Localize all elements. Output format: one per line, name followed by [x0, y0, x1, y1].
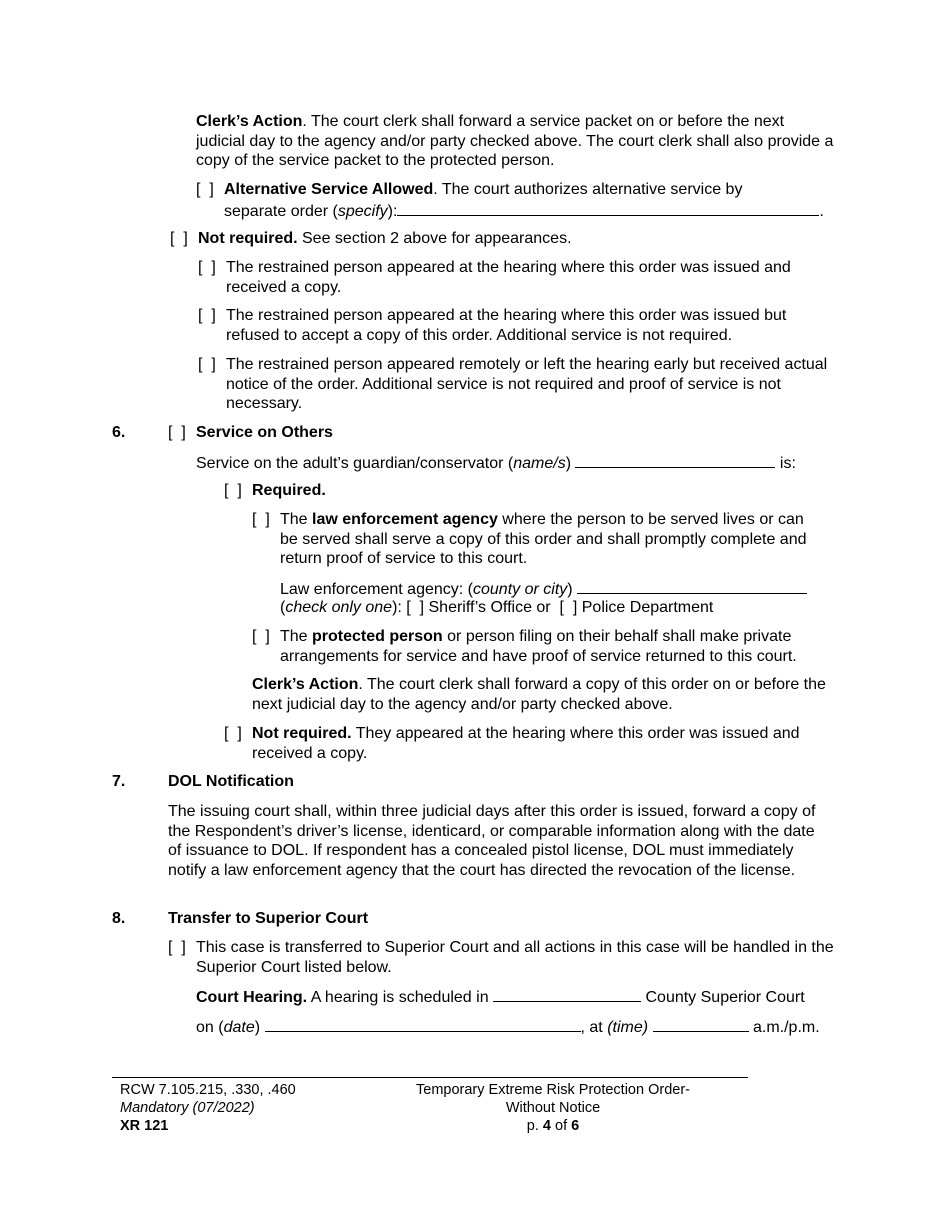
hearing-time-field[interactable]: [653, 1016, 749, 1032]
check-only-one-line: (check only one): [ ] Sheriff’s Office or [ ] Police Department: [280, 599, 714, 616]
transfer-checkbox[interactable]: [ ]: [168, 939, 186, 956]
agency-name-field[interactable]: [577, 578, 807, 594]
alt-service-label: Alternative Service Allowed: [224, 181, 434, 198]
transfer-text: This case is transferred to Superior Court and all actions in this case will be handled in the Superior Court listed below.: [196, 939, 834, 976]
court-hearing-line: Court Hearing. A hearing is scheduled in County Superior Court: [196, 986, 805, 1008]
section-8-number: 8.: [112, 910, 126, 927]
not-required-6-text: Not required. They appeared at the hearing where this order was issued and received a copy.: [252, 725, 800, 762]
footer-form-number: XR 121: [120, 1118, 169, 1134]
footer-page-number: p. 4 of 6: [526, 1118, 580, 1134]
section-7-text: The issuing court shall, within three judicial days after this order is issued, forward a copy of the Respondent’s driver’s license, identicard, or comparable information along with the date of issuance to DOL. If respondent has a concealed pistol license, DOL must immediately notify a law enforcement agency that the court has directed the revocation of the license.: [168, 803, 816, 879]
section-6-title: Service on Others: [196, 424, 333, 441]
appeared-received-checkbox[interactable]: [ ]: [198, 259, 216, 276]
section-8-title: Transfer to Superior Court: [168, 910, 369, 927]
footer-title-2: Without Notice: [505, 1100, 601, 1116]
alt-service-checkbox[interactable]: [ ]: [196, 181, 214, 198]
required-checkbox[interactable]: [ ]: [224, 482, 242, 499]
guardian-line: Service on the adult’s guardian/conservator (name/s) is:: [196, 452, 836, 474]
law-enforcement-checkbox[interactable]: [ ]: [252, 511, 270, 528]
not-required-6-checkbox[interactable]: [ ]: [224, 725, 242, 742]
appeared-refused-checkbox[interactable]: [ ]: [198, 307, 216, 324]
section-7-title: DOL Notification: [168, 773, 294, 790]
hearing-date-field[interactable]: [265, 1016, 581, 1032]
footer-rcw: RCW 7.105.215, .330, .460: [120, 1082, 296, 1098]
protected-person-text: The protected person or person filing on their behalf shall make private arrangements for service and have proof of service returned to this court.: [280, 628, 797, 665]
appeared-received-text: The restrained person appeared at the hearing where this order was issued and received a copy.: [226, 259, 791, 296]
alt-service-line1: Alternative Service Allowed. The court authorizes alternative service by: [224, 181, 743, 198]
agency-type-options[interactable]: [ ] Sheriff’s Office or [ ] Police Department: [406, 599, 714, 616]
appeared-remotely-checkbox[interactable]: [ ]: [198, 356, 216, 373]
guardian-name-field[interactable]: [575, 452, 775, 468]
law-enforcement-text: The law enforcement agency where the person to be served lives or can be served shall serve a copy of this order and shall promptly complete and return proof of service to this court.: [280, 511, 807, 567]
footer-rule: [112, 1077, 748, 1078]
footer-title-1: Temporary Extreme Risk Protection Order-: [416, 1082, 690, 1098]
footer-mandatory: Mandatory (07/2022): [120, 1100, 255, 1116]
alt-service-line2: separate order (specify): .: [224, 200, 844, 222]
appeared-refused-text: The restrained person appeared at the hearing where this order was issued but refused to accept a copy of this order. Additional service is not required.: [226, 307, 787, 344]
clerk-action-label: Clerk’s Action: [196, 113, 303, 130]
section-6-checkbox[interactable]: [ ]: [168, 424, 186, 441]
agency-line: Law enforcement agency: (county or city): [280, 578, 807, 600]
section-7-number: 7.: [112, 773, 126, 790]
appeared-remotely-text: The restrained person appeared remotely or left the hearing early but received actual notice of the order. Additional service is not required and proof of service is not necessary.: [226, 356, 828, 412]
not-required-checkbox[interactable]: [ ]: [170, 230, 188, 247]
footer-center: [380, 1081, 726, 1135]
county-field[interactable]: [493, 986, 641, 1002]
not-required-text: Not required. See section 2 above for appearances.: [198, 230, 572, 247]
footer-left: [120, 1081, 296, 1135]
section-6-number: 6.: [112, 424, 126, 441]
clerk-action-paragraph: [196, 112, 836, 171]
hearing-date-line: on (date) , at (time) a.m./p.m.: [196, 1016, 820, 1038]
protected-person-checkbox[interactable]: [ ]: [252, 628, 270, 645]
required-label: Required.: [252, 482, 326, 499]
clerk-action-2: Clerk’s Action. The court clerk shall forward a copy of this order on or before the next judicial day to the agency and/or party checked above.: [252, 676, 826, 713]
alt-service-specify-field[interactable]: [397, 200, 819, 216]
clerk-action-text: . The court clerk shall forward a service packet on or before the next judicial day to the agency and/or party checked above. The court clerk shall also provide a copy of the service packet to the protected person.: [196, 113, 834, 169]
